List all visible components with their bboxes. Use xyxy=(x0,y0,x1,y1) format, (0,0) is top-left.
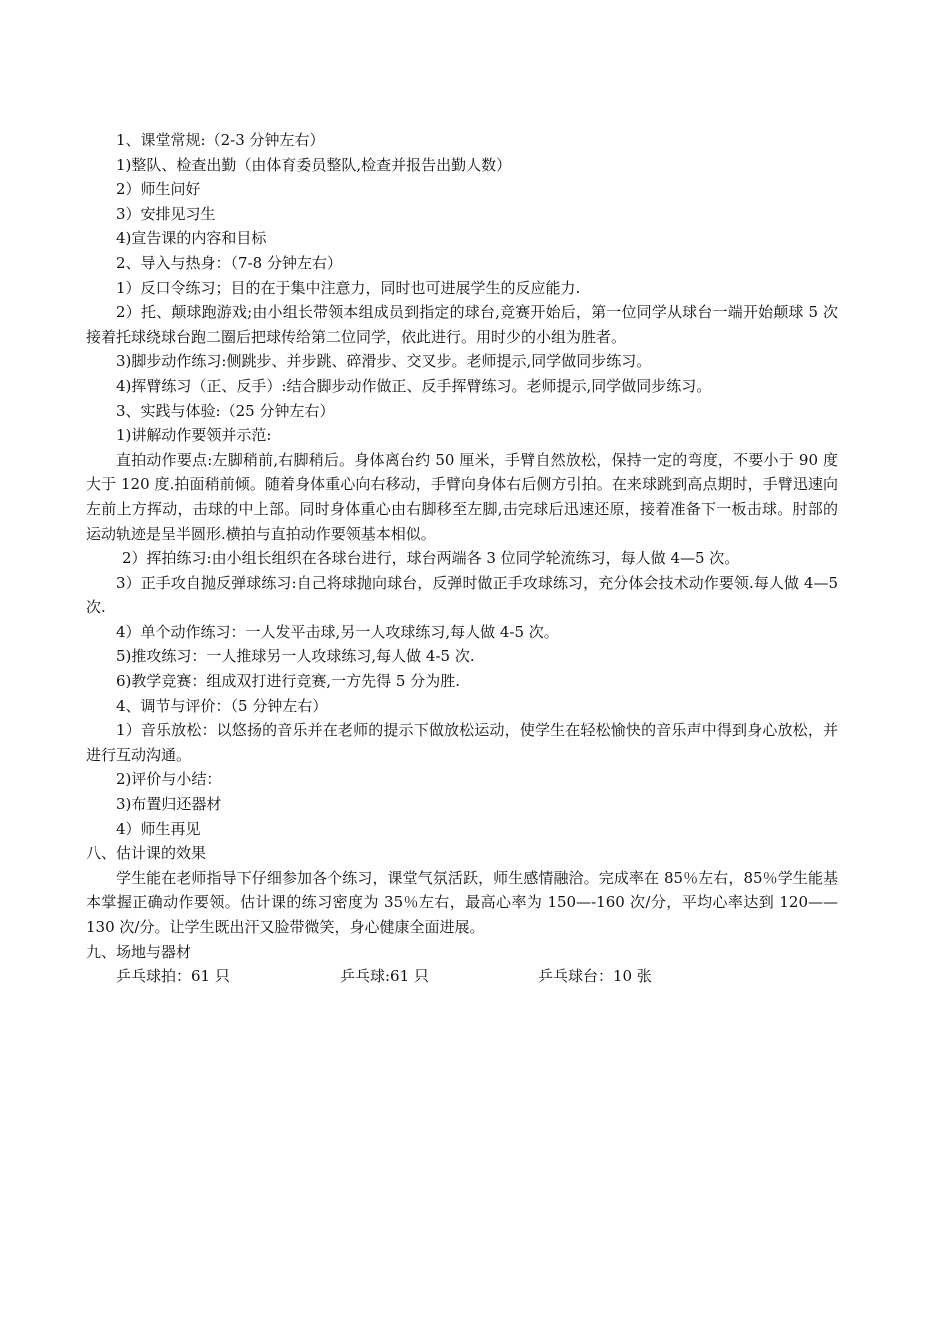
equipment-rackets: 乒乓球拍：61 只 xyxy=(116,967,230,986)
lesson-plan-body xyxy=(86,128,838,989)
section-venue-equipment-heading: 九、场地与器材 xyxy=(86,942,192,961)
cooldown-item-2: 2)评价与小结： xyxy=(116,770,222,789)
practice-item-3: 3）正手攻自抛反弹球练习:自己将球抛向球台，反弹时做正手攻球练习，充分体会技术动作要领.每人做 4—5 次. xyxy=(86,573,838,617)
warmup-item-3: 3)脚步动作练习:侧跳步、并步跳、碎滑步、交叉步。老师提示,同学做同步练习。 xyxy=(116,352,652,371)
cooldown-item-4: 4）师生再见 xyxy=(116,819,201,838)
equipment-balls: 乒乓球:61 只 xyxy=(340,967,429,986)
practice-item-5: 5)推攻练习：一人推球另一人攻球练习,每人做 4-5 次. xyxy=(116,647,475,666)
routine-item-2: 2）师生问好 xyxy=(116,180,201,199)
routine-item-1: 1)整队、检查出勤（由体育委员整队,检查并报告出勤人数） xyxy=(116,155,512,174)
routine-item-3: 3）安排见习生 xyxy=(116,204,216,223)
equipment-tables: 乒乓球台：10 张 xyxy=(538,967,652,986)
section-expected-effect-heading: 八、估计课的效果 xyxy=(86,844,207,863)
routine-item-4: 4)宣告课的内容和目标 xyxy=(116,229,267,248)
section-warmup-heading: 2、导入与热身：（7-8 分钟左右） xyxy=(116,253,342,272)
cooldown-item-3: 3)布置归还器材 xyxy=(116,795,222,814)
expected-effect-text: 学生能在老师指导下仔细参加各个练习，课堂气氛活跃，师生感情融洽。完成率在 85％左右，85％学生能基本掌握正确动作要领。估计课的练习密度为 35％左右，最高心率为 150—-160 次/分，平均心率达到 120——130 次/分。让学生既出汗又脸带微笑，身心健康全面进展。 xyxy=(86,868,838,936)
section-practice-heading: 3、实践与体验:（25 分钟左右） xyxy=(116,401,335,420)
section-classroom-routine-heading: 1、课堂常规:（2-3 分钟左右） xyxy=(116,131,325,149)
practice-item-1: 1)讲解动作要领并示范: xyxy=(116,426,272,445)
cooldown-item-1: 1）音乐放松：以悠扬的音乐并在老师的提示下做放松运动，使学生在轻松愉快的音乐声中得到身心放松，并进行互动沟通。 xyxy=(86,721,838,764)
warmup-item-1: 1）反口令练习；目的在于集中注意力，同时也可进展学生的反应能力. xyxy=(116,278,581,297)
practice-item-2: 2）挥拍练习:由小组长组织在各球台进行，球台两端各 3 位同学轮流练习，每人做 4—5 次。 xyxy=(122,549,740,568)
practice-item-6: 6)教学竞赛：组成双打进行竞赛,一方先得 5 分为胜. xyxy=(116,672,461,691)
technique-description: 直拍动作要点:左脚稍前,右脚稍后。身体离台约 50 厘米，手臂自然放松，保持一定的弯度，不要小于 90 度大于 120 度.拍面稍前倾。随着身体重心向右移动，手臂向身体右后侧方引拍。在来球跳到高点期时，手臂迅速向左前上方挥动，击球的中上部。同时身体重心由右脚移至左脚,击完球后迅速还原，接着准备下一板击球。肘部的运动轨迹是呈半圆形.横拍与直拍动作要领基本相似。 xyxy=(86,450,838,543)
practice-item-4: 4）单个动作练习：一人发平击球,另一人攻球练习,每人做 4-5 次。 xyxy=(116,622,559,641)
section-cooldown-heading: 4、调节与评价：（5 分钟左右） xyxy=(116,696,328,715)
warmup-item-4: 4)挥臂练习（正、反手）:结合脚步动作做正、反手挥臂练习。老师提示,同学做同步练习。 xyxy=(116,376,712,395)
equipment-list xyxy=(86,964,838,989)
warmup-item-2: 2）托、颠球跑游戏;由小组长带领本组成员到指定的球台,竞赛开始后，第一位同学从球台一端开始颠球 5 次接着托球绕球台跑二圈后把球传给第二位同学，依此进行。用时少的小组为胜者。 xyxy=(86,303,838,346)
